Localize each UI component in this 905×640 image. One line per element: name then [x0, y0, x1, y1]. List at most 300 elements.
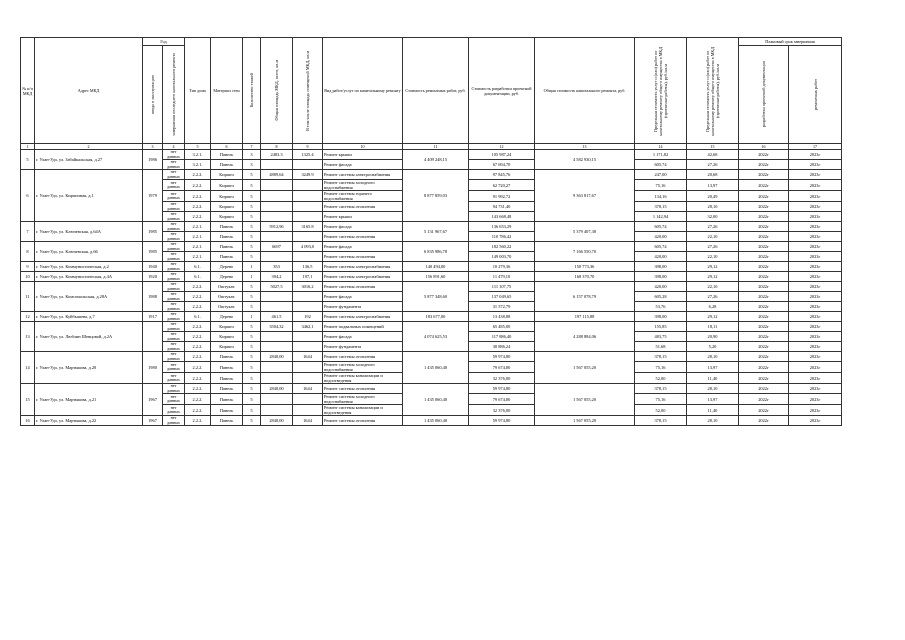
design-term-cell: 2022г — [739, 416, 789, 426]
floors-cell: 1 — [243, 262, 261, 272]
limit-cost-1-cell: 605,74 — [635, 222, 687, 232]
works-term-cell: 2023г — [789, 362, 842, 373]
works-term-cell: 2023г — [789, 394, 842, 405]
total-area-cell: 5912,96 — [261, 222, 293, 232]
column-number: 8 — [261, 144, 293, 150]
limit-cost-2-cell: 18,11 — [687, 322, 739, 332]
floors-cell: 5 — [243, 352, 261, 362]
row-number: 8 — [21, 242, 35, 262]
works-term-cell: 2023г — [789, 384, 842, 394]
limit-cost-2-cell: 28,10 — [687, 384, 739, 394]
commission-year-cell: 1979 — [143, 170, 163, 222]
limit-cost-1-cell: 483,75 — [635, 332, 687, 342]
commission-year-cell: 1967 — [143, 384, 163, 416]
column-number: 15 — [687, 144, 739, 150]
last-repair-year-cell: нет данных — [163, 342, 185, 352]
limit-cost-2-cell: 42,68 — [687, 150, 739, 160]
design-term-cell: 2022г — [739, 282, 789, 292]
header-number: № п/п МКД — [21, 38, 35, 144]
house-type-cell: 2.2.1. — [185, 242, 211, 252]
last-repair-year-cell: нет данных — [163, 302, 185, 312]
wall-material-cell: Кирпич — [211, 180, 243, 191]
design-term-cell: 2022г — [739, 373, 789, 384]
total-cost-cell: 5 379 407,38 — [535, 222, 635, 242]
table-row — [21, 416, 842, 426]
column-number: 3 — [143, 144, 163, 150]
works-term-cell: 2023г — [789, 202, 842, 212]
work-type-cell: Ремонт подвальных помещений — [323, 322, 403, 332]
total-area-cell — [261, 394, 293, 405]
premises-area-cell — [293, 232, 323, 242]
address-cell: г. Улан-Удэ, ул. Мартыкова, д.21 — [35, 384, 143, 416]
works-term-cell: 2023г — [789, 332, 842, 342]
work-type-cell: Ремонт системы холодного водоснабжения — [323, 180, 403, 191]
limit-cost-1-cell: 75,16 — [635, 362, 687, 373]
column-number: 9 — [293, 144, 323, 150]
limit-cost-1-cell: 378,15 — [635, 416, 687, 426]
wall-material-cell: Кирпич — [211, 202, 243, 212]
premises-area-cell — [293, 180, 323, 191]
limit-cost-2-cell: 28,10 — [687, 202, 739, 212]
limit-cost-1-cell: 52,00 — [635, 373, 687, 384]
work-type-cell: Ремонт системы отопления — [323, 352, 403, 362]
limit-cost-1-cell: 605,74 — [635, 160, 687, 170]
design-term-cell: 2022г — [739, 322, 789, 332]
design-cost-cell: 111 107,75 — [469, 282, 535, 292]
total-area-cell: 2483.3 — [261, 150, 293, 160]
works-term-cell: 2023г — [789, 302, 842, 312]
floors-cell: 5 — [243, 362, 261, 373]
house-type-cell: 2.2.2. — [185, 282, 211, 292]
limit-cost-2-cell: 6,28 — [687, 302, 739, 312]
work-type-cell: Ремонт крыши — [323, 150, 403, 160]
last-repair-year-cell: нет данных — [163, 232, 185, 242]
address-cell: г. Улан-Удэ, ул. Мартыкова, д.20 — [35, 352, 143, 384]
wall-material-cell: Панель — [211, 416, 243, 426]
work-type-cell: Ремонт системы электроснабжения — [323, 312, 403, 322]
premises-area-cell: 1644 — [293, 416, 323, 426]
design-cost-cell: 117 886,40 — [469, 332, 535, 342]
total-area-cell — [261, 252, 293, 262]
total-area-cell: 461.5 — [261, 312, 293, 322]
design-cost-cell: 65 485,00 — [469, 322, 535, 332]
premises-area-cell: 1644 — [293, 384, 323, 394]
column-number: 1 — [21, 144, 35, 150]
address-cell: г. Улан-Удэ, ул. Люблин Шевцовой, д.2А — [35, 322, 143, 352]
last-repair-year-cell: нет данных — [163, 394, 185, 405]
house-type-cell: 6.1. — [185, 262, 211, 272]
house-type-cell: 2.2.2. — [185, 342, 211, 352]
wall-material-cell: Дерево — [211, 312, 243, 322]
floors-cell: 5 — [243, 342, 261, 352]
last-repair-year-cell: нет данных — [163, 160, 185, 170]
total-area-cell — [261, 332, 293, 342]
column-number: 13 — [535, 144, 635, 150]
premises-area-cell — [293, 252, 323, 262]
last-repair-year-cell: нет данных — [163, 252, 185, 262]
wall-material-cell: Оштукат. — [211, 302, 243, 312]
last-repair-year-cell: нет данных — [163, 332, 185, 342]
last-repair-year-cell: нет данных — [163, 282, 185, 292]
premises-area-cell: 3249.9 — [293, 170, 323, 180]
wall-material-cell: Оштукат. — [211, 282, 243, 292]
repair-cost-cell: 6 835 986,78 — [403, 242, 469, 262]
row-number: 6 — [21, 170, 35, 222]
total-cost-cell: 1 567 055,20 — [535, 352, 635, 384]
repair-cost-cell: 4 074 625,53 — [403, 322, 469, 352]
premises-area-cell: 3165.8 — [293, 222, 323, 232]
total-area-cell — [261, 212, 293, 222]
work-type-cell: Ремонт системы горячего водоснабжения — [323, 191, 403, 202]
wall-material-cell: Кирпич — [211, 332, 243, 342]
commission-year-cell: 1920 — [143, 272, 163, 282]
floors-cell: 5 — [243, 322, 261, 332]
address-cell: г. Улан-Удэ, ул. Мартыкова, д.22 — [35, 416, 143, 426]
table-row — [21, 170, 842, 180]
work-type-cell: Ремонт фасада — [323, 332, 403, 342]
header-limit-cost-2: Предельная стоимость услуг и (или) работ по капитальному ремонту общего имущества в МКД (проектные работы), руб./кв.м — [687, 38, 739, 144]
total-area-cell — [261, 362, 293, 373]
design-term-cell: 2022г — [739, 405, 789, 416]
table-row — [21, 272, 842, 282]
total-cost-cell: 1 567 055,20 — [535, 384, 635, 416]
last-repair-year-cell: нет данных — [163, 242, 185, 252]
row-number: 12 — [21, 312, 35, 322]
limit-cost-2-cell: 27,26 — [687, 222, 739, 232]
design-cost-cell: 143 668,48 — [469, 212, 535, 222]
works-term-cell: 2023г — [789, 352, 842, 362]
column-number: 6 — [211, 144, 243, 150]
works-term-cell: 2023г — [789, 416, 842, 426]
design-cost-cell: 62 720,27 — [469, 180, 535, 191]
floors-cell: 5 — [243, 191, 261, 202]
repair-plan-table — [20, 37, 842, 426]
works-term-cell: 2023г — [789, 160, 842, 170]
table-row — [21, 242, 842, 252]
design-term-cell: 2022г — [739, 332, 789, 342]
wall-material-cell: Панель — [211, 362, 243, 373]
floors-cell: 5 — [243, 292, 261, 302]
header-limit-cost-1: Предельная стоимость услуг и (или) работ по капитальному ремонту общего имущества в МКД (проектные работы), руб./кв.м — [635, 38, 687, 144]
header-total-area: Общая площадь МКД, всего, кв.м — [261, 38, 293, 144]
floors-cell: 5 — [243, 302, 261, 312]
last-repair-year-cell: нет данных — [163, 292, 185, 302]
house-type-cell: 6.1. — [185, 272, 211, 282]
total-area-cell: 6697 — [261, 242, 293, 252]
work-type-cell: Ремонт системы холодного водоснабжения — [323, 362, 403, 373]
house-type-cell: 2.2.2. — [185, 212, 211, 222]
header-design-term: разработки проектной документации — [739, 46, 789, 144]
design-term-cell: 2022г — [739, 191, 789, 202]
last-repair-year-cell: нет данных — [163, 312, 185, 322]
row-number: 5 — [21, 150, 35, 170]
wall-material-cell: Оштукат. — [211, 292, 243, 302]
wall-material-cell: Панель — [211, 352, 243, 362]
wall-material-cell: Панель — [211, 150, 243, 160]
floors-cell: 5 — [243, 242, 261, 252]
design-cost-cell: 79 674,80 — [469, 362, 535, 373]
last-repair-year-cell: нет данных — [163, 373, 185, 384]
column-number: 4 — [163, 144, 185, 150]
total-area-cell: 2840,00 — [261, 352, 293, 362]
last-repair-year-cell: нет данных — [163, 262, 185, 272]
total-area-cell — [261, 191, 293, 202]
total-cost-cell: 9 363 817,67 — [535, 170, 635, 222]
limit-cost-1-cell: 378,15 — [635, 352, 687, 362]
limit-cost-1-cell: 75,16 — [635, 394, 687, 405]
last-repair-year-cell: нет данных — [163, 222, 185, 232]
floors-cell: 5 — [243, 212, 261, 222]
total-cost-cell: 6 157 078,79 — [535, 282, 635, 312]
premises-area-cell — [293, 362, 323, 373]
table-row — [21, 150, 842, 160]
house-type-cell: 2.2.2. — [185, 352, 211, 362]
work-type-cell: Ремонт системы канализации и водоотведения — [323, 373, 403, 384]
wall-material-cell: Панель — [211, 373, 243, 384]
column-number: 2 — [35, 144, 143, 150]
work-type-cell: Ремонт системы холодного водоснабжения — [323, 394, 403, 405]
work-type-cell: Ремонт фундамента — [323, 342, 403, 352]
floors-cell: 1 — [243, 272, 261, 282]
commission-year-cell: 1967 — [143, 416, 163, 426]
work-type-cell: Ремонт крыши — [323, 212, 403, 222]
limit-cost-1-cell: 378,15 — [635, 202, 687, 212]
limit-cost-2-cell: 28,10 — [687, 352, 739, 362]
repair-cost-cell: 1 435 060,40 — [403, 352, 469, 384]
address-cell: г. Улан-Удэ, ул. Коммунистическая, д.4А — [35, 272, 143, 282]
floors-cell: 5 — [243, 405, 261, 416]
floors-cell: 3 — [243, 150, 261, 160]
total-area-cell — [261, 373, 293, 384]
repair-cost-cell: 1 435 060,40 — [403, 384, 469, 416]
design-term-cell: 2022г — [739, 202, 789, 212]
floors-cell: 5 — [243, 202, 261, 212]
design-cost-cell: 105 987,24 — [469, 150, 535, 160]
house-type-cell: 6.1. — [185, 312, 211, 322]
design-cost-cell: 67 694,70 — [469, 160, 535, 170]
limit-cost-1-cell: 378,15 — [635, 384, 687, 394]
row-number: 13 — [21, 322, 35, 352]
premises-area-cell: 3016,2 — [293, 282, 323, 292]
limit-cost-2-cell: 27,26 — [687, 292, 739, 302]
works-term-cell: 2023г — [789, 312, 842, 322]
wall-material-cell: Панель — [211, 405, 243, 416]
last-repair-year-cell: нет данных — [163, 212, 185, 222]
premises-area-cell: 136,5 — [293, 262, 323, 272]
limit-cost-2-cell: 11,40 — [687, 373, 739, 384]
design-cost-cell: 11 479,10 — [469, 272, 535, 282]
table-row — [21, 312, 842, 322]
column-number: 17 — [789, 144, 842, 150]
address-cell: г. Улан-Удэ, ул. Ключевская, д.66 — [35, 242, 143, 262]
design-cost-cell: 59 974,80 — [469, 384, 535, 394]
floors-cell: 5 — [243, 416, 261, 426]
wall-material-cell: Панель — [211, 232, 243, 242]
total-cost-cell: 4 288 884,06 — [535, 322, 635, 352]
house-type-cell: 2.2.2. — [185, 332, 211, 342]
limit-cost-1-cell: 398,00 — [635, 262, 687, 272]
design-cost-cell: 91 992,72 — [469, 191, 535, 202]
works-term-cell: 2023г — [789, 272, 842, 282]
work-type-cell: Ремонт системы электроснабжения — [323, 262, 403, 272]
last-repair-year-cell: нет данных — [163, 191, 185, 202]
wall-material-cell: Кирпич — [211, 212, 243, 222]
table-row — [21, 352, 842, 362]
limit-cost-1-cell: 398,00 — [635, 272, 687, 282]
repair-cost-cell: 8 877 859,03 — [403, 170, 469, 222]
design-term-cell: 2022г — [739, 262, 789, 272]
row-number: 15 — [21, 384, 35, 416]
row-number: 14 — [21, 352, 35, 384]
wall-material-cell: Панель — [211, 384, 243, 394]
works-term-cell: 2023г — [789, 282, 842, 292]
design-cost-cell: 31 572,79 — [469, 302, 535, 312]
design-cost-cell: 32 376,00 — [469, 405, 535, 416]
total-area-cell — [261, 342, 293, 352]
limit-cost-1-cell: 1 142,94 — [635, 212, 687, 222]
row-number: 10 — [21, 272, 35, 282]
premises-area-cell — [293, 342, 323, 352]
last-repair-year-cell: нет данных — [163, 202, 185, 212]
wall-material-cell: Дерево — [211, 272, 243, 282]
premises-area-cell: 192 — [293, 312, 323, 322]
total-cost-cell: 150 773,36 — [535, 262, 635, 272]
header-design-cost: Стоимость разработки проектной документации, руб. — [469, 38, 535, 144]
total-area-cell — [261, 292, 293, 302]
address-cell: г. Улан-Удэ, ул. Ключевская, д.64А — [35, 222, 143, 242]
total-area-cell — [261, 302, 293, 312]
floors-cell: 5 — [243, 394, 261, 405]
wall-material-cell: Панель — [211, 242, 243, 252]
works-term-cell: 2023г — [789, 180, 842, 191]
design-term-cell: 2022г — [739, 252, 789, 262]
premises-area-cell — [293, 373, 323, 384]
house-type-cell: 2.2.2. — [185, 322, 211, 332]
house-type-cell: 2.2.1. — [185, 252, 211, 262]
floors-cell: 5 — [243, 180, 261, 191]
limit-cost-2-cell: 13,97 — [687, 180, 739, 191]
column-number: 11 — [403, 144, 469, 150]
floors-cell: 5 — [243, 332, 261, 342]
premises-area-cell — [293, 332, 323, 342]
limit-cost-2-cell: 27,26 — [687, 242, 739, 252]
work-type-cell: Ремонт системы отопления — [323, 416, 403, 426]
work-type-cell: Ремонт фундамента — [323, 302, 403, 312]
premises-area-cell — [293, 202, 323, 212]
design-term-cell: 2022г — [739, 362, 789, 373]
limit-cost-2-cell: 20,90 — [687, 332, 739, 342]
house-type-cell: 3.2.1. — [185, 160, 211, 170]
total-area-cell: 4889,64 — [261, 170, 293, 180]
limit-cost-1-cell: 51,68 — [635, 342, 687, 352]
address-cell: г. Улан-Удэ, ул. Коммунистическая, д.2 — [35, 262, 143, 272]
floors-cell: 1 — [243, 312, 261, 322]
work-type-cell: Ремонт системы отопления — [323, 384, 403, 394]
limit-cost-1-cell: 1 171,82 — [635, 150, 687, 160]
floors-cell: 5 — [243, 252, 261, 262]
total-cost-cell: 4 582 930,15 — [535, 150, 635, 170]
wall-material-cell: Дерево — [211, 262, 243, 272]
works-term-cell: 2023г — [789, 373, 842, 384]
wall-material-cell: Панель — [211, 160, 243, 170]
last-repair-year-cell: нет данных — [163, 352, 185, 362]
work-type-cell: Ремонт системы канализации и водоотведения — [323, 405, 403, 416]
last-repair-year-cell: нет данных — [163, 180, 185, 191]
design-cost-cell: 97 845,76 — [469, 170, 535, 180]
repair-cost-cell: 4 409 248,15 — [403, 150, 469, 170]
limit-cost-2-cell: 13,97 — [687, 394, 739, 405]
house-type-cell: 2.2.2. — [185, 302, 211, 312]
column-number: 14 — [635, 144, 687, 150]
house-type-cell: 2.2.2. — [185, 384, 211, 394]
total-area-cell — [261, 160, 293, 170]
premises-area-cell: 3462,1 — [293, 322, 323, 332]
premises-area-cell — [293, 191, 323, 202]
column-number: 10 — [323, 144, 403, 150]
design-cost-cell: 182 560,22 — [469, 242, 535, 252]
premises-area-cell — [293, 302, 323, 312]
header-address: Адрес МКД — [35, 38, 143, 144]
wall-material-cell: Кирпич — [211, 322, 243, 332]
commission-year-cell: 1988 — [143, 282, 163, 312]
total-cost-cell: 197 115,88 — [535, 312, 635, 322]
design-cost-cell: 110 786,42 — [469, 232, 535, 242]
commission-year-cell: 1985 — [143, 242, 163, 262]
row-number: 9 — [21, 262, 35, 272]
header-work-type: Вид работ/услуг по капитальному ремонту — [323, 38, 403, 144]
limit-cost-1-cell: 420,00 — [635, 232, 687, 242]
table-row — [21, 262, 842, 272]
works-term-cell: 2023г — [789, 150, 842, 160]
limit-cost-2-cell: 11,40 — [687, 405, 739, 416]
house-type-cell: 3.2.1. — [185, 150, 211, 160]
design-term-cell: 2022г — [739, 352, 789, 362]
limit-cost-1-cell: 247,00 — [635, 170, 687, 180]
premises-area-cell — [293, 292, 323, 302]
total-area-cell: 2840,00 — [261, 416, 293, 426]
works-term-cell: 2023г — [789, 222, 842, 232]
wall-material-cell: Панель — [211, 252, 243, 262]
header-last-repair-year: завершения последнего капитального ремонта — [163, 46, 185, 144]
work-type-cell: Ремонт фасада — [323, 292, 403, 302]
premises-area-cell — [293, 405, 323, 416]
header-year: Год — [143, 38, 185, 46]
last-repair-year-cell: нет данных — [163, 272, 185, 282]
total-area-cell: 353 — [261, 262, 293, 272]
design-cost-cell: 59 974,80 — [469, 352, 535, 362]
limit-cost-1-cell: 134,16 — [635, 191, 687, 202]
limit-cost-2-cell: 29,12 — [687, 312, 739, 322]
last-repair-year-cell: нет данных — [163, 362, 185, 373]
house-type-cell: 2.2.2. — [185, 170, 211, 180]
address-cell: г. Улан-Удэ, ул. Кирпичная, д.1 — [35, 170, 143, 222]
limit-cost-2-cell: 5,20 — [687, 342, 739, 352]
limit-cost-2-cell: 22,10 — [687, 282, 739, 292]
table-row — [21, 384, 842, 394]
works-term-cell: 2023г — [789, 252, 842, 262]
commission-year-cell: 1986 — [143, 150, 163, 170]
limit-cost-2-cell: 22,10 — [687, 252, 739, 262]
design-cost-cell: 13 438,88 — [469, 312, 535, 322]
floors-cell: 5 — [243, 232, 261, 242]
limit-cost-2-cell: 20,49 — [687, 191, 739, 202]
header-repair-cost: Стоимость ремонтных работ, руб. — [403, 38, 469, 144]
header-wall-material: Материал стен — [211, 38, 243, 144]
house-type-cell: 2.2.2. — [185, 405, 211, 416]
last-repair-year-cell: нет данных — [163, 416, 185, 426]
row-number: 11 — [21, 282, 35, 312]
wall-material-cell: Панель — [211, 222, 243, 232]
